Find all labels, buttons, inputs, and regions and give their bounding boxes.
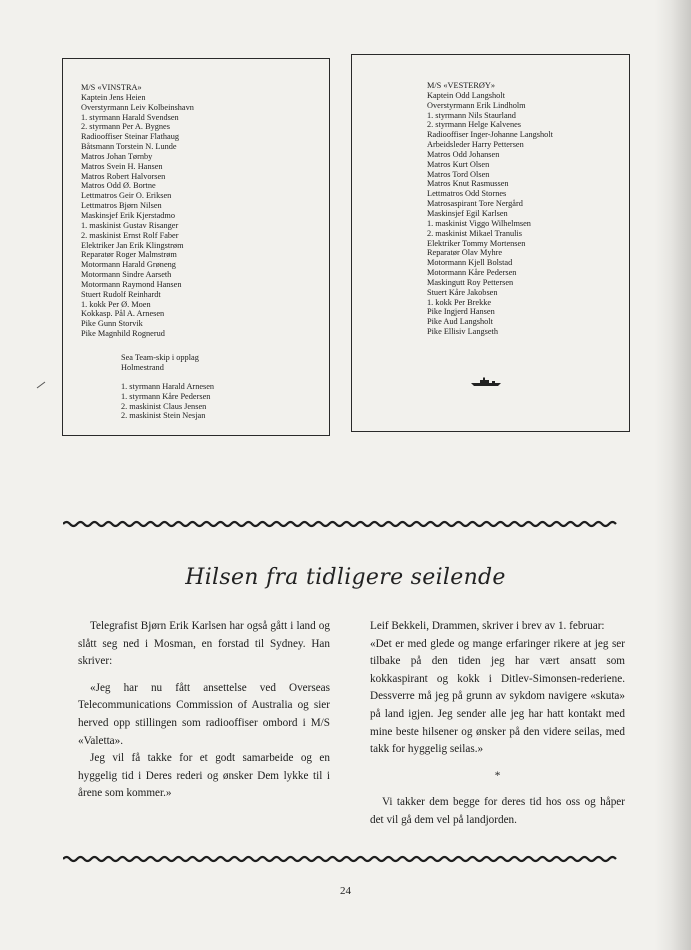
- crew-line: Reparatør Olav Myhre: [427, 248, 503, 258]
- crew-line: Matros Tord Olsen: [427, 169, 490, 179]
- crew-line: 1. kokk Per Brekke: [427, 297, 492, 307]
- article-heading: Hilsen fra tidligere seilende: [185, 565, 506, 590]
- crew-line: Matros Svein H. Hansen: [81, 161, 163, 171]
- crew-line: 1. maskinist Viggo Wilhelmsen: [427, 218, 531, 228]
- crew-line: Maskinsjef Erik Kjerstadmo: [81, 210, 176, 220]
- crew-line: Motormann Kjell Bolstad: [427, 258, 513, 268]
- paragraph: Leif Bekkeli, Drammen, skriver i brev av 1. februar:: [370, 620, 605, 632]
- crew-line: Motormann Harald Grøneng: [81, 260, 176, 270]
- crew-line: Matros Robert Halvorsen: [81, 171, 166, 181]
- crew-line: Overstyrmann Erik Lindholm: [427, 100, 526, 110]
- crew-line: Båtsmann Torstein N. Lunde: [81, 142, 177, 152]
- crew-line: Pike Magnhild Rognerud: [81, 329, 165, 339]
- crew-line: Pike Ellisiv Langseth: [427, 327, 498, 337]
- crew-line: Pike Ingjerd Hansen: [427, 307, 495, 317]
- crew-line: Arbeidsleder Harry Pettersen: [427, 140, 524, 150]
- crew-line: Pike Gunn Storvik: [81, 319, 143, 329]
- crew-line: Lettmatros Geir O. Eriksen: [81, 191, 172, 201]
- crew-line: M/S «VINSTRA»: [81, 83, 142, 92]
- crew-line: Kokkasp. Pål A. Arnesen: [81, 309, 165, 319]
- vesteroy-crew-list: [427, 81, 553, 337]
- ship-icon: [470, 377, 502, 387]
- crew-line: 1. maskinist Gustav Risanger: [81, 220, 179, 230]
- crew-line: Elektriker Jan Erik Klingstrøm: [81, 240, 184, 250]
- crew-line: 2. maskinist Ernst Rolf Faber: [81, 230, 179, 240]
- wave-divider-bottom: [63, 855, 619, 863]
- crew-line: Maskinsjef Egil Karlsen: [427, 208, 508, 218]
- crew-line: Stuert Rudolf Reinhardt: [81, 289, 161, 299]
- crew-line: M/S «VESTERØY»: [427, 81, 495, 90]
- seateam-line: [121, 372, 214, 382]
- asterisk-separator: *: [494, 769, 501, 782]
- crew-line: 1. styrmann Nils Staurland: [427, 110, 516, 120]
- crew-line: 2. styrmann Helge Kalvenes: [427, 120, 522, 130]
- paragraph: «Jeg har nu fått ansettelse ved Overseas Telecommunications Commission of Australia og sier herved opp stillingen som radiooffiser ombord i M/S «Valetta».: [78, 681, 330, 747]
- paragraph: Vi takker dem begge for deres tid hos oss og håper det vil gå dem vel på landjorden.: [370, 796, 625, 826]
- crew-line: Elektriker Tommy Mortensen: [427, 238, 526, 248]
- page-edge-shadow: [655, 0, 691, 950]
- vinstra-crew-list: [81, 83, 194, 339]
- seateam-list: [121, 353, 214, 421]
- seateam-line: Holmestrand: [121, 362, 164, 372]
- crew-line: Matrosaspirant Tore Nergård: [427, 199, 523, 209]
- crew-line: Kaptein Odd Langsholt: [427, 90, 505, 100]
- seateam-line: 1. styrmann Harald Arnesen: [121, 382, 215, 392]
- crew-line: Lettmatros Odd Stornes: [427, 189, 507, 199]
- crew-line: Matros Johan Tørnby: [81, 151, 153, 161]
- crew-line: Pike Aud Langsholt: [427, 317, 493, 327]
- crew-line: Maskingutt Roy Pettersen: [427, 277, 514, 287]
- crew-line: 1. styrmann Harald Svendsen: [81, 112, 179, 122]
- stray-pen-mark: [36, 381, 46, 389]
- crew-line: Overstyrmann Leiv Kolbeinshavn: [81, 102, 194, 112]
- crew-line: Motormann Raymond Hansen: [81, 279, 182, 289]
- crew-line: 2. styrmann Per A. Bygnes: [81, 122, 170, 132]
- crew-line: Lettmatros Bjørn Nilsen: [81, 201, 162, 211]
- seateam-line: Sea Team-skip i opplag: [121, 353, 199, 362]
- crew-line: Radiooffiser Steinar Flathaug: [81, 132, 180, 142]
- crew-line: Matros Kurt Olsen: [427, 159, 490, 169]
- crew-line: Radiooffiser Inger-Johanne Langsholt: [427, 130, 553, 140]
- paragraph: Jeg vil få takke for et godt samarbeide og en hyggelig tid i Deres rederi og ønsker Dem lykke til i årene som kommer.»: [78, 752, 330, 800]
- seateam-line: 2. maskinist Stein Nesjan: [121, 411, 206, 421]
- crew-line: 1. kokk Per Ø. Moen: [81, 299, 151, 309]
- crew-line: Reparatør Roger Malmstrøm: [81, 250, 177, 260]
- crew-line: Stuert Kåre Jakobsen: [427, 287, 498, 297]
- crew-line: Motormann Kåre Pedersen: [427, 268, 517, 278]
- seateam-line: 1. styrmann Kåre Pedersen: [121, 391, 211, 401]
- page-number: 24: [340, 885, 351, 897]
- crew-line: Matros Odd Ø. Bortne: [81, 181, 156, 191]
- article-left-column: [78, 618, 330, 803]
- crew-line: Matros Knut Rasmussen: [427, 179, 509, 189]
- article-right-column: [370, 618, 625, 830]
- crew-line: Matros Odd Johansen: [427, 149, 500, 159]
- crew-line: Kaptein Jens Heien: [81, 92, 146, 102]
- paragraph: Telegrafist Bjørn Erik Karlsen har også gått i land og slått seg ned i Mosman, en forstad til Sydney. Han skriver:: [78, 620, 330, 668]
- wave-divider-top: [63, 520, 619, 528]
- seateam-line: 2. maskinist Claus Jensen: [121, 401, 207, 411]
- paragraph: «Det er med glede og mange erfaringer rikere at jeg ser tilbake på den tiden jeg har vært ansatt som kokkaspirant og kokk i Ditlev-Simonsen-rederiene. Dessverre må jeg på grunn av sykdom navigere «skuta» på land igjen. Jeg sender alle jeg har hatt kontakt med mine beste hilsener og ønsker på den videre seilas, med takk for hyggelig seilas.»: [370, 637, 625, 756]
- crew-line: 2. maskinist Mikael Tranulis: [427, 228, 522, 238]
- crew-line: Motormann Sindre Aarseth: [81, 270, 172, 280]
